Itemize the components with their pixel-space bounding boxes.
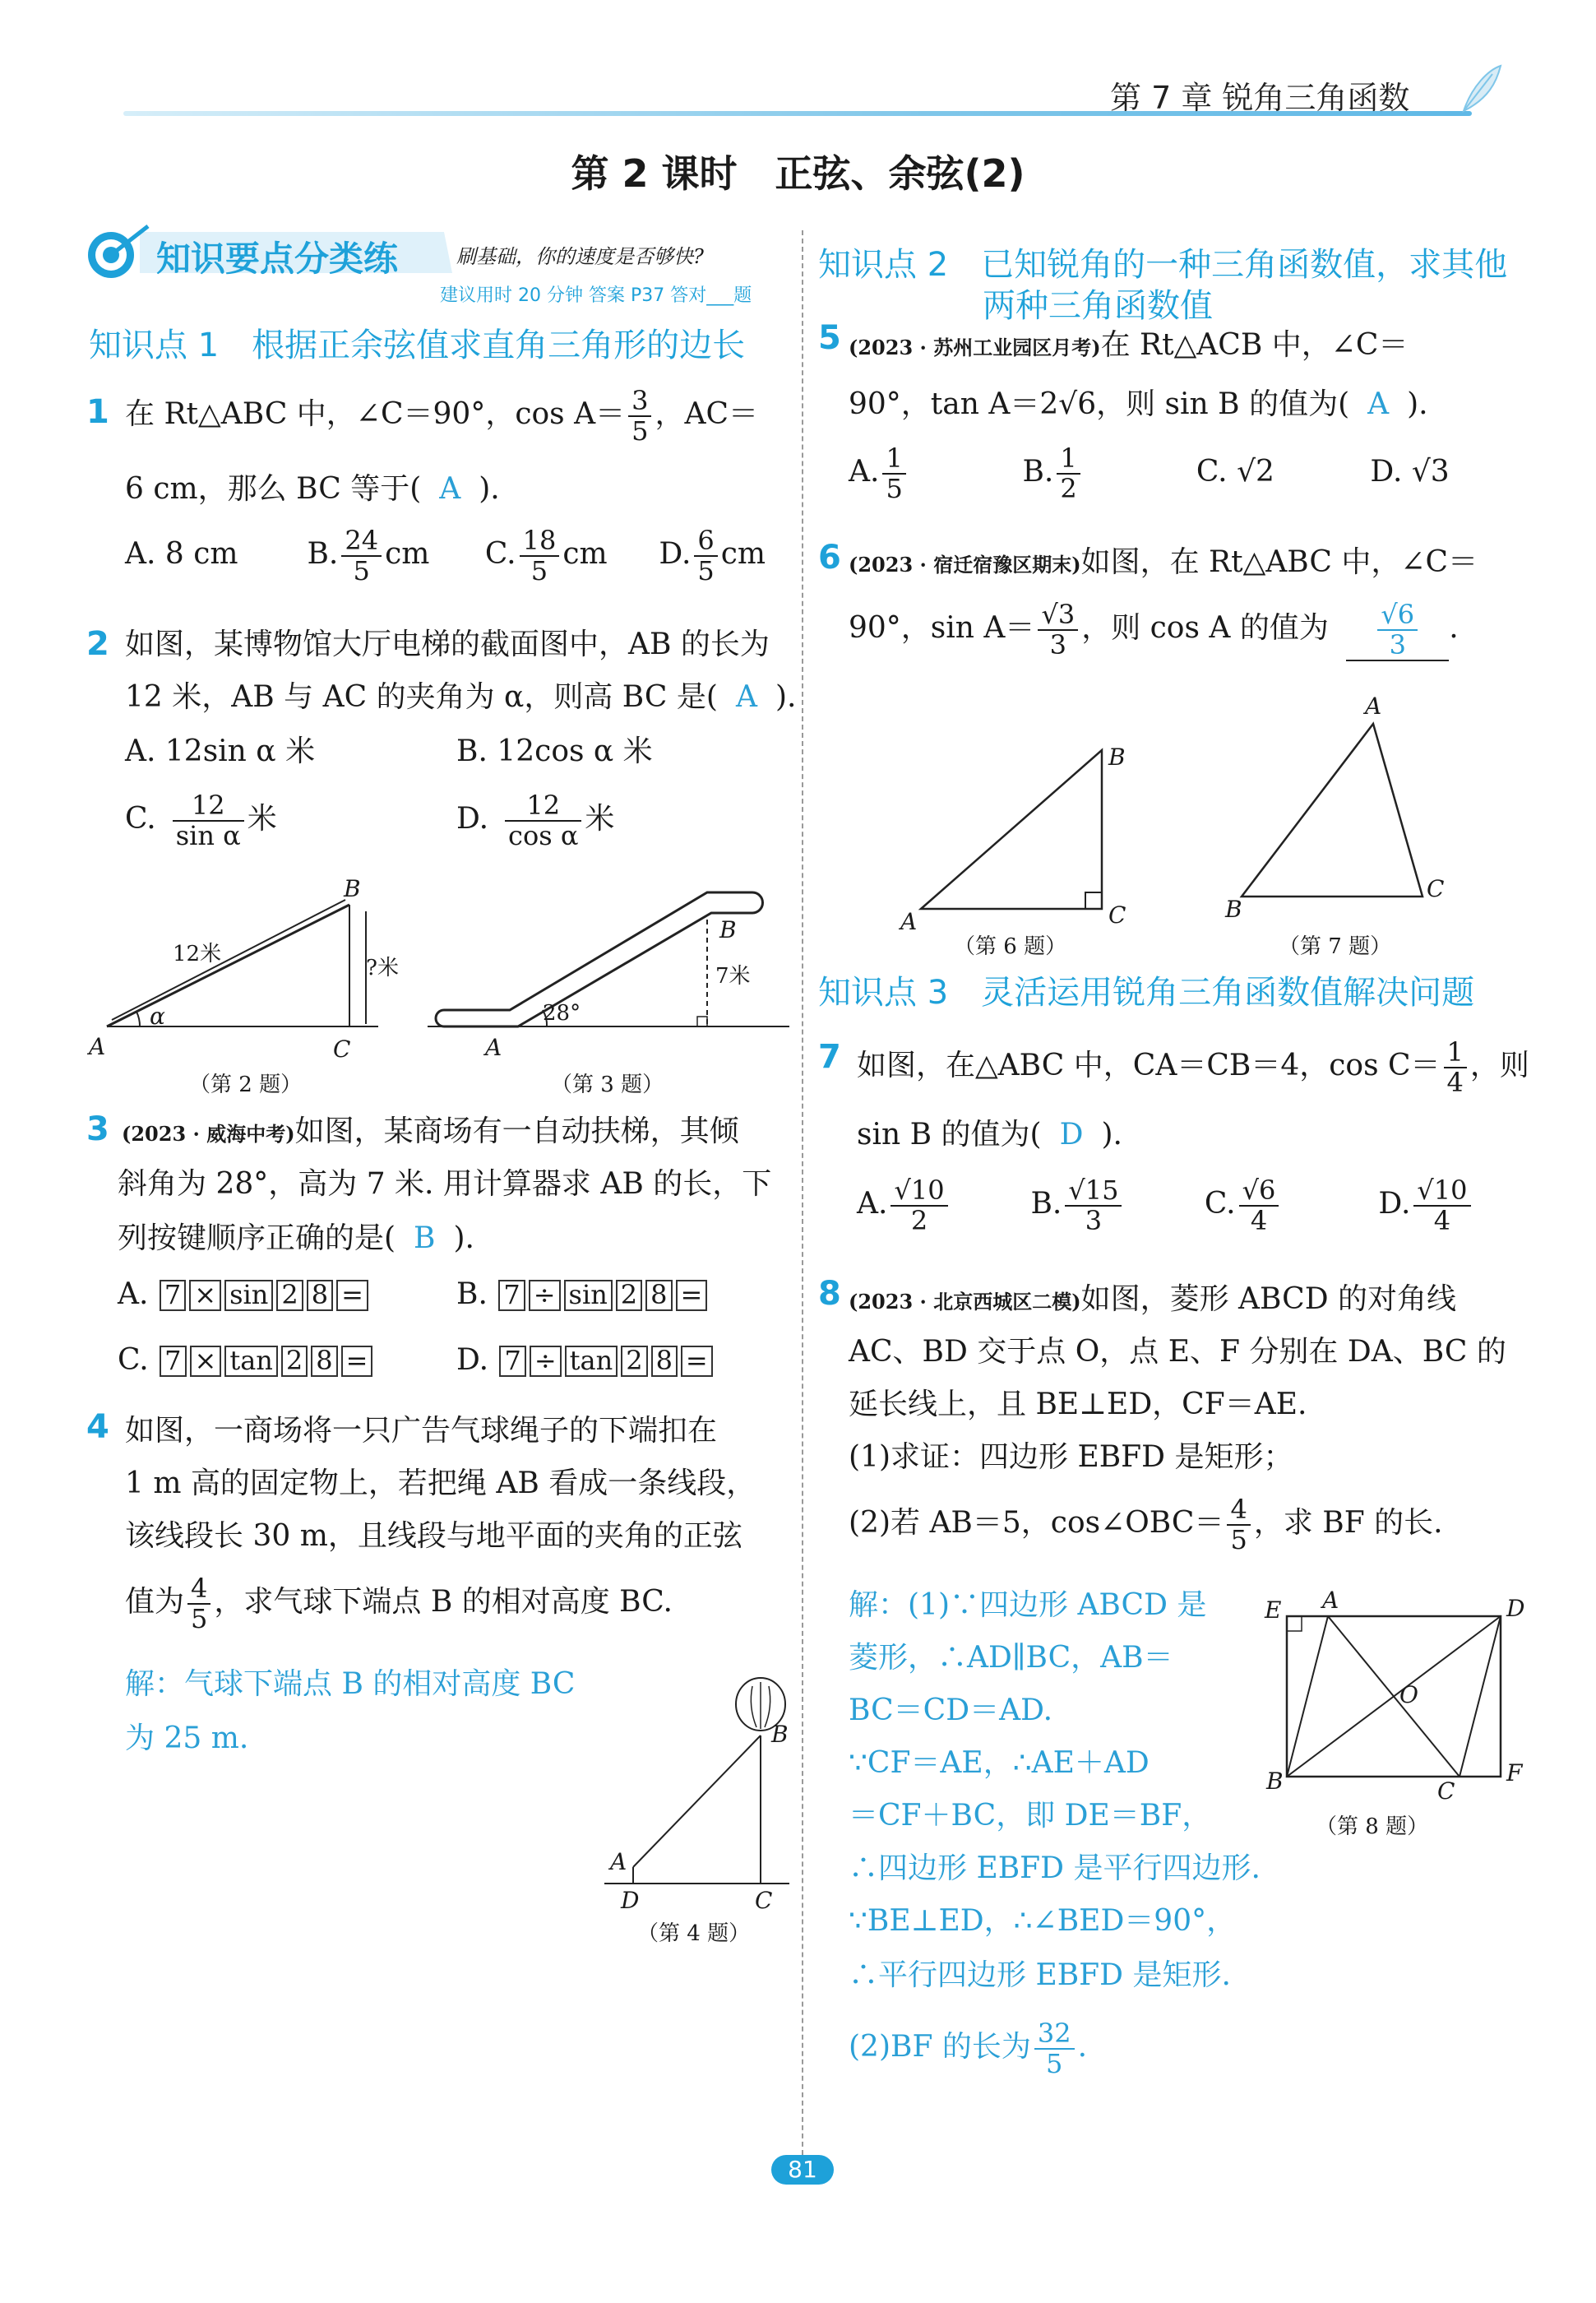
q8-sol-5: ＝CF＋BC，即 DE＝BF， xyxy=(849,1799,1212,1833)
figure-q6 xyxy=(896,740,1143,935)
q3-opt-a: A. 7 × sin 2 8 = xyxy=(118,1277,370,1312)
q8-part2: (2)若 AB＝5，cos∠OBC＝ $\frac{4}{5}$ ，求 BF 的长. xyxy=(849,1494,1443,1556)
fig6-label-c: C xyxy=(1108,901,1126,929)
q6-line1: (2023 · 宿迁宿豫区期末)如图，在 Rt△ABC 中，∠C＝ xyxy=(849,545,1478,579)
kp2-heading-line2: 两种三角函数值 xyxy=(983,287,1213,325)
chapter-title: 第 7 章 锐角三角函数 xyxy=(1110,80,1410,116)
fig3-caption: （第 3 题） xyxy=(551,1073,664,1097)
fig7-label-c: C xyxy=(1427,875,1445,902)
figure-q8 xyxy=(1258,1583,1529,1805)
fig8-label-d: D xyxy=(1506,1595,1525,1622)
q8-sol-7: ∵BE⊥ED，∴∠BED＝90°， xyxy=(849,1904,1237,1938)
q8-line2: AC、BD 交于点 O，点 E、F 分别在 DA、BC 的 xyxy=(849,1335,1506,1369)
fig6-label-b: B xyxy=(1108,744,1126,771)
q8-sol-4: ∵CF＝AE，∴AE＋AD xyxy=(849,1746,1150,1780)
fig8-label-e: E xyxy=(1265,1596,1282,1624)
q7-answer: D xyxy=(1059,1118,1084,1152)
q8-number: 8 xyxy=(818,1275,841,1313)
q4-line1: 如图，一商场将一只广告气球绳子的下端扣在 xyxy=(125,1414,718,1448)
kp3-heading: 知识点 3 灵活运用锐角三角函数值解决问题 xyxy=(818,974,1475,1012)
q5-line2: 90°，tan A＝2√6，则 sin B 的值为( A ). xyxy=(849,387,1428,421)
fig7-label-a: A xyxy=(1365,693,1382,720)
q8-sol-3: BC＝CD＝AD. xyxy=(849,1694,1053,1727)
fig2-len: 12米 xyxy=(173,942,222,966)
q1-opt-b: B. $\frac{24}{5}$ cm xyxy=(307,525,430,587)
q7-opt-a: A. $\frac{√10}{2}$ xyxy=(857,1176,1021,1235)
q1-opt-c: C. $\frac{18}{5}$ cm xyxy=(484,525,608,587)
fig8-label-a: A xyxy=(1322,1587,1339,1614)
q1-frac: $\frac{3}{5}$ xyxy=(628,387,651,446)
q3-line1: (2023 · 威海中考)如图，某商场有一自动扶梯，其倾 xyxy=(122,1114,739,1148)
q3-opt-b: B. 7 ÷ sin 2 8 = xyxy=(456,1277,709,1312)
fig3-label-a: A xyxy=(485,1034,502,1061)
q8-sol-1: 解：(1)∵四边形 ABCD 是 xyxy=(849,1588,1207,1622)
fig4-label-c: C xyxy=(755,1887,773,1914)
q3-opt-c: C. 7 × tan 2 8 = xyxy=(118,1342,374,1378)
page-number: 81 xyxy=(771,2155,834,2185)
fig8-label-c: C xyxy=(1437,1777,1455,1805)
section-meta: 建议用时 20 分钟 答案 P37 答对___题 xyxy=(440,285,752,306)
q2-answer: A xyxy=(735,680,757,714)
q7-line2: sin B 的值为( D ). xyxy=(857,1118,1122,1152)
figure-q3 xyxy=(428,872,789,1086)
fig7-label-b: B xyxy=(1225,896,1242,923)
fig4-caption: （第 4 题） xyxy=(637,1921,751,1946)
q1-opt-d: D. $\frac{6}{5}$ cm xyxy=(659,525,766,587)
fig6-caption: （第 6 题） xyxy=(954,934,1067,959)
fig4-label-d: D xyxy=(621,1887,640,1914)
q7-opt-c: C. $\frac{√6}{4}$ xyxy=(1205,1176,1369,1235)
q7-number: 7 xyxy=(818,1038,841,1076)
q1-line1: 在 Rt△ABC 中，∠C＝90°，cos A＝ $\frac{3}{5}$ ，AC＝ xyxy=(125,385,758,447)
fig3-angle: 28° xyxy=(543,1001,581,1026)
figure-q4 xyxy=(592,1661,798,1914)
fig3-height: 7米 xyxy=(715,964,751,989)
fig8-label-b: B xyxy=(1266,1768,1284,1795)
q2-number: 2 xyxy=(86,625,109,663)
q4-solution-1: 解：气球下端点 B 的相对高度 BC xyxy=(125,1667,576,1701)
column-divider xyxy=(802,230,803,2180)
section-motto: 刷基础，你的速度是否够快? xyxy=(456,245,704,268)
q2-opt-b: B. 12cos α 米 xyxy=(456,734,653,768)
fig2-height: ?米 xyxy=(366,956,399,980)
fig8-label-f: F xyxy=(1506,1759,1523,1786)
q4-solution-2: 为 25 m. xyxy=(125,1721,249,1755)
fig4-label-a: A xyxy=(610,1848,627,1875)
q5-line1: (2023 · 苏州工业园区月考)在 Rt△ACB 中，∠C＝ xyxy=(849,328,1409,362)
q5-opt-c: C. √2 xyxy=(1196,455,1274,489)
kp2-heading-line1: 知识点 2 已知锐角的一种三角函数值，求其他 xyxy=(818,246,1508,284)
q6-answer-n: √6 xyxy=(1377,600,1418,631)
q7-line1: 如图，在△ABC 中，CA＝CB＝4，cos C＝ $\frac{1}{4}$ ，则 xyxy=(857,1036,1529,1099)
q3-line3: 列按键顺序正确的是( B ). xyxy=(118,1221,475,1255)
q1-opt-a: A. 8 cm xyxy=(125,537,238,572)
fig2-caption: （第 2 题） xyxy=(189,1073,303,1097)
q2-opt-d: D. $\frac{12}{\text{cos α}}$ 米 xyxy=(456,790,615,852)
fig2-label-a: A xyxy=(89,1033,106,1060)
q8-line3: 延长线上，且 BE⊥ED，CF＝AE. xyxy=(849,1388,1307,1421)
q7-opt-b: B. $\frac{√15}{3}$ xyxy=(1030,1176,1195,1235)
q6-number: 6 xyxy=(818,539,841,577)
lesson-title: 第 2 课时 正弦、余弦(2) xyxy=(571,151,1025,196)
q3-number: 3 xyxy=(86,1110,109,1148)
q1-answer: A xyxy=(439,472,461,506)
fig4-label-b: B xyxy=(771,1721,789,1748)
q2-line1: 如图，某博物馆大厅电梯的截面图中，AB 的长为 xyxy=(125,628,770,661)
q2-line2: 12 米，AB 与 AC 的夹角为 α，则高 BC 是( A ). xyxy=(125,680,797,714)
figure-q2 xyxy=(82,872,411,1086)
q8-line1: (2023 · 北京西城区二模)如图，菱形 ABCD 的对角线 xyxy=(849,1282,1456,1316)
q3-opt-d: D. 7 ÷ tan 2 8 = xyxy=(456,1342,715,1378)
q1-number: 1 xyxy=(86,393,109,431)
q4-line4: 值为 $\frac{4}{5}$ ，求气球下端点 B 的相对高度 BC. xyxy=(125,1573,673,1635)
q3-answer: B xyxy=(414,1221,436,1255)
q2-opt-c: C. $\frac{12}{\text{sin α}}$ 米 xyxy=(125,790,277,852)
q7-options xyxy=(857,1176,1474,1235)
q1-options xyxy=(125,526,766,586)
q8-sol-2: 菱形，∴AD∥BC，AB＝ xyxy=(849,1641,1173,1675)
q1-line2: 6 cm，那么 BC 等于( A ). xyxy=(125,472,500,506)
fig2-angle: α xyxy=(150,1003,165,1030)
q5-opt-b: B. $\frac{1}{2}$ xyxy=(1022,444,1187,503)
q3-line2: 斜角为 28°，高为 7 米. 用计算器求 AB 的长，下 xyxy=(118,1167,772,1201)
fig6-label-a: A xyxy=(900,908,918,935)
q8-part1: (1)求证：四边形 EBFD 是矩形； xyxy=(849,1440,1293,1474)
kp1-heading: 知识点 1 根据正余弦值求直角三角形的边长 xyxy=(89,327,746,364)
section-badge: 知识要点分类练 xyxy=(156,239,399,279)
figure-q7 xyxy=(1217,693,1447,923)
q6-line2: 90°，sin A＝ $\frac{√3}{3}$ ，则 cos A 的值为 $\frac{√6}{3}$ . xyxy=(849,599,1459,661)
q7-opt-d: D. $\frac{√10}{4}$ xyxy=(1378,1187,1473,1221)
q8-sol-part2: (2)BF 的长为 $\frac{32}{5}$ . xyxy=(849,2018,1088,2080)
q4-line2: 1 m 高的固定物上，若把绳 AB 看成一条线段， xyxy=(125,1467,756,1500)
q8-sol-8: ∴平行四边形 EBFD 是矩形. xyxy=(849,1958,1231,1992)
fig8-label-o: O xyxy=(1399,1681,1418,1708)
q2-opt-a: A. 12sin α 米 xyxy=(125,734,316,768)
q5-number: 5 xyxy=(818,319,841,357)
q4-line3: 该线段长 30 m，且线段与地平面的夹角的正弦 xyxy=(125,1519,742,1553)
q5-options xyxy=(849,444,1450,503)
fig3-label-b: B xyxy=(719,916,737,943)
q5-opt-a: A. $\frac{1}{5}$ xyxy=(849,444,1013,503)
q6-answer-d: 3 xyxy=(1389,629,1406,661)
q5-opt-d: D. √3 xyxy=(1370,455,1450,489)
fig8-caption: （第 8 题） xyxy=(1316,1814,1429,1839)
feather-icon xyxy=(1455,62,1505,119)
fig7-caption: （第 7 题） xyxy=(1279,934,1392,959)
q5-answer: A xyxy=(1367,387,1390,421)
q4-number: 4 xyxy=(86,1408,109,1446)
fig2-label-b: B xyxy=(344,875,361,902)
fig2-label-c: C xyxy=(333,1036,351,1063)
q8-sol-6: ∴四边形 EBFD 是平行四边形. xyxy=(849,1851,1261,1885)
